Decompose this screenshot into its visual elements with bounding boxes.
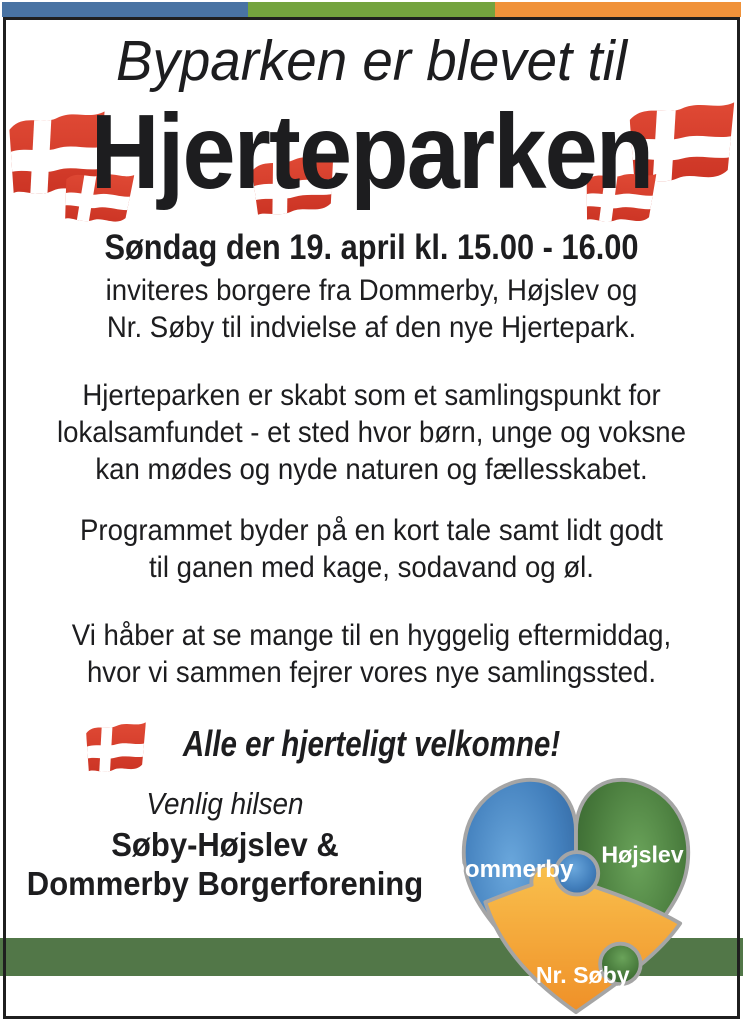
paragraph-invitation: [30, 272, 714, 346]
paragraph-line: Hjerteparken er skabt som et samlingspunkt for: [82, 379, 661, 412]
signoff-greeting: Venlig hilsen: [146, 786, 304, 821]
paragraph-line: lokalsamfundet - et sted hvor børn, unge og voksne: [56, 416, 687, 449]
org-name-line1: Søby-Højslev &: [111, 826, 339, 863]
heart-label-nr-soby: Nr. Søby: [535, 962, 630, 989]
heart-label-dommerby: Dommerby: [447, 856, 574, 884]
paragraph-line: inviteres borgere fra Dommerby, Højslev og: [105, 274, 638, 307]
paragraph-line: til ganen med kage, sodavand og øl.: [149, 551, 594, 584]
paragraph-line: kan mødes og nyde naturen og fællesskabet.: [95, 453, 648, 486]
paragraph-line: hvor vi sammen fejrer vores nye samlingssted.: [86, 656, 657, 689]
heart-label-hojslev: Højslev: [601, 841, 684, 868]
paragraph-line: Nr. Søby til indvielse af den nye Hjertepark.: [106, 311, 637, 344]
paragraph-program: [30, 512, 714, 586]
top-bar-segment-green: [248, 2, 494, 17]
org-name-line2: Dommerby Borgerforening: [26, 865, 424, 902]
main-title: Hjerteparken: [90, 93, 653, 211]
top-color-bar: [2, 2, 741, 17]
welcome-text: Alle er hjerteligt velkomne!: [182, 723, 561, 764]
intro-title: Byparken er blevet til: [116, 29, 627, 93]
paragraph-line: Programmet byder på en kort tale samt lidt godt: [80, 514, 663, 547]
paragraph-line: Vi håber at se mange til en hyggelig eftermiddag,: [71, 619, 672, 652]
paragraph-about-park: [30, 377, 714, 488]
top-bar-segment-orange: [495, 2, 741, 17]
heart-puzzle-logo: [441, 771, 711, 1017]
date-line: Søndag den 19. april kl. 15.00 - 16.00: [104, 228, 639, 267]
top-bar-segment-blue: [2, 2, 248, 17]
paragraph-hope: [30, 617, 714, 691]
